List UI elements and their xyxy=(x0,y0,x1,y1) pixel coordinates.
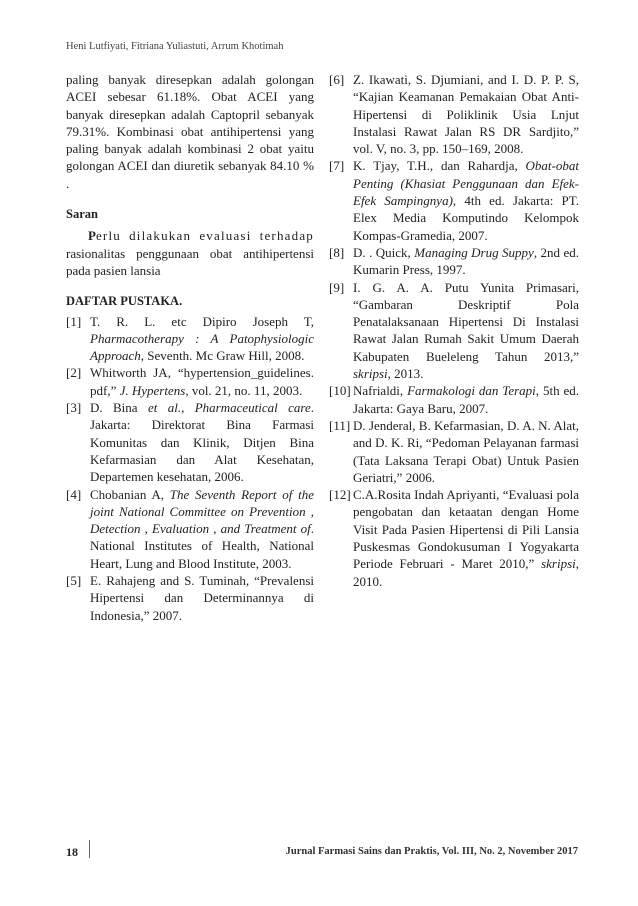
reference-item xyxy=(329,279,579,383)
reference-segment: , 2013. xyxy=(387,366,424,382)
reference-segment: Whitworth JA, “hypertension_guidelines. pdf,” xyxy=(90,365,314,398)
reference-number: [7] xyxy=(329,158,345,174)
reference-text xyxy=(90,399,314,485)
reference-segment: Nafrialdi, xyxy=(353,383,408,399)
reference-text xyxy=(353,157,579,243)
left-column xyxy=(66,71,314,624)
reference-segment: , vol. 21, no. 11, 2003. xyxy=(185,382,303,398)
reference-text xyxy=(353,244,579,279)
reference-number: [4] xyxy=(66,486,82,502)
reference-item xyxy=(329,486,579,590)
reference-number: [6] xyxy=(329,72,345,87)
reference-italic-title: et al. xyxy=(147,400,182,416)
reference-segment: , 2nd ed. Kumarin Press, 1997. xyxy=(353,244,579,278)
reference-italic-title: skripsi xyxy=(353,366,388,382)
reference-segment: Z. Ikawati, S. Djumiani, and I. D. P. P. S, “Kajian Keamanan Pemakaian Obat Anti-Hipertensi di Poliklinik Usia Lnjut Instalasi Rawat Jalan RS DR Sardjito,” vol. V, no. 3, pp. 150–169, 2008. xyxy=(353,72,579,157)
reference-segment: K. Tjay, T.H., dan Rahardja, xyxy=(353,158,526,174)
reference-text xyxy=(353,486,579,590)
saran-heading: Saran xyxy=(66,207,98,222)
reference-number: [8] xyxy=(329,244,345,260)
reference-number: [12] xyxy=(329,487,351,503)
reference-number: [1] xyxy=(66,313,82,329)
saran-initial: P xyxy=(88,228,96,244)
reference-segment: , 2010. xyxy=(353,556,579,589)
reference-text xyxy=(90,313,314,365)
reference-text xyxy=(353,382,579,417)
reference-segment: D. Bina xyxy=(90,400,148,416)
reference-number: [2] xyxy=(66,365,82,381)
reference-italic-title: Managing Drug Suppy xyxy=(414,244,534,260)
running-head-authors: Heni Lutfiyati, Fitriana Yuliastuti, Arrum Khotimah xyxy=(66,41,284,52)
saran-paragraph xyxy=(66,227,314,279)
reference-item xyxy=(329,382,579,417)
journal-citation: Jurnal Farmasi Sains dan Praktis, Vol. III, No. 2, November 2017 xyxy=(285,846,578,857)
reference-italic-title: The Seventh Report of the joint National Committee on Prevention , Detection , Evaluation , and Treatment of xyxy=(90,486,314,537)
reference-text xyxy=(90,364,314,399)
reference-item xyxy=(66,313,314,365)
reference-number: [11] xyxy=(329,417,351,433)
reference-item xyxy=(329,244,579,279)
reference-segment: C.A.Rosita Indah Apriyanti, “Evaluasi pola pengobatan dan ketaatan dengan Home Visit Pada Pasien Hipertensi di Pili Lansia Puskesmas Gondokusuman I Yogyakarta Periode Februari - Maret 2010,” xyxy=(353,487,579,572)
reference-segment: . National Institutes of Health, National Heart, Lung and Blood Institute, 2003. xyxy=(90,521,314,571)
reference-italic-title: Pharmacotherapy : A Patophysiologic Approach xyxy=(90,330,314,364)
references-heading: DAFTAR PUSTAKA. xyxy=(66,294,183,309)
footer-divider xyxy=(89,840,90,858)
reference-item xyxy=(66,572,314,624)
reference-italic-title: Farmakologi dan Terapi xyxy=(407,383,536,399)
reference-italic-title: skripsi xyxy=(541,556,576,572)
reference-number: [3] xyxy=(66,400,82,416)
reference-italic-title: J. Hypertens xyxy=(119,382,186,398)
reference-item xyxy=(66,399,314,485)
reference-segment: E. Rahajeng and S. Tuminah, “Prevalensi Hipertensi dan Determinannya di Indonesia,” 2007. xyxy=(90,573,314,623)
reference-segment: . Jakarta: Direktorat Bina Farmasi Komunitas dan Klinik, Ditjen Bina Kefarmasian dan Alat Kesehatan, Departemen kesehatan, 2006. xyxy=(90,400,314,485)
reference-item xyxy=(329,417,579,486)
reference-item xyxy=(66,364,314,399)
page-number: 18 xyxy=(66,845,78,859)
reference-segment: , xyxy=(181,400,195,416)
right-column xyxy=(329,71,579,590)
reference-segment: T. R. L. etc Dipiro Joseph T, xyxy=(90,313,314,329)
reference-number: [5] xyxy=(66,573,82,589)
reference-italic-title: Obat-obat Penting (Khasiat Penggunaan dan Efek-Efek Sampingnya) xyxy=(353,158,579,209)
reference-segment: , 5th ed. Jakarta: Gaya Baru, 2007. xyxy=(353,383,580,416)
reference-segment: I. G. A. A. Putu Yunita Primasari, “Gambaran Deskriptif Pola Penatalaksanaan Hipertensi Di Instalasi Rawat Jalan Rumah Sakit Umum Daerah Kabupaten Bueleleng Tahun 2013,” xyxy=(353,279,579,364)
reference-segment: , Seventh. Mc Graw Hill, 2008. xyxy=(140,348,305,364)
reference-italic-title: Pharmaceutical care xyxy=(194,400,311,416)
reference-item xyxy=(329,71,579,157)
reference-segment: Chobanian A, xyxy=(90,486,170,502)
reference-text xyxy=(353,71,579,157)
reference-segment: , 4th ed. Jakarta: PT. Elex Media Komputindo Kelompok Kompas-Gramedia, 2007. xyxy=(353,193,579,243)
reference-segment: D. Jenderal, B. Kefarmasian, D. A. N. Alat, and D. K. Ri, “Pedoman Pelayanan farmasi (Tata Laksana Terapi Obat) Untuk Pasien Geriatri,” 2006. xyxy=(353,417,579,485)
reference-number: [9] xyxy=(329,279,345,295)
reference-segment: D. . Quick, xyxy=(353,244,415,260)
saran-rest: rasionalitas penggunaan obat antihipertensi pada pasien lansia xyxy=(66,245,314,278)
references-list-right xyxy=(329,71,579,590)
saran-lead: erlu dilakukan evaluasi terhadap xyxy=(95,228,314,244)
references-list-left xyxy=(66,313,314,624)
reference-text xyxy=(353,417,579,486)
reference-text xyxy=(90,486,314,572)
conclusion-paragraph: paling banyak diresepkan adalah golongan ACEI sebesar 61.18%. Obat ACEI yang banyak diresepkan adalah Captopril sebanyak 79.31%. Kombinasi obat antihipertensi yang paling banyak adalah kombinasi 2 obat yaitu golongan ACEI dan diuretik sebanyak 84.10 % . xyxy=(66,72,314,191)
reference-number: [10] xyxy=(329,383,351,399)
reference-text xyxy=(90,572,314,624)
reference-item xyxy=(329,157,579,243)
reference-text xyxy=(353,279,579,383)
reference-item xyxy=(66,486,314,572)
